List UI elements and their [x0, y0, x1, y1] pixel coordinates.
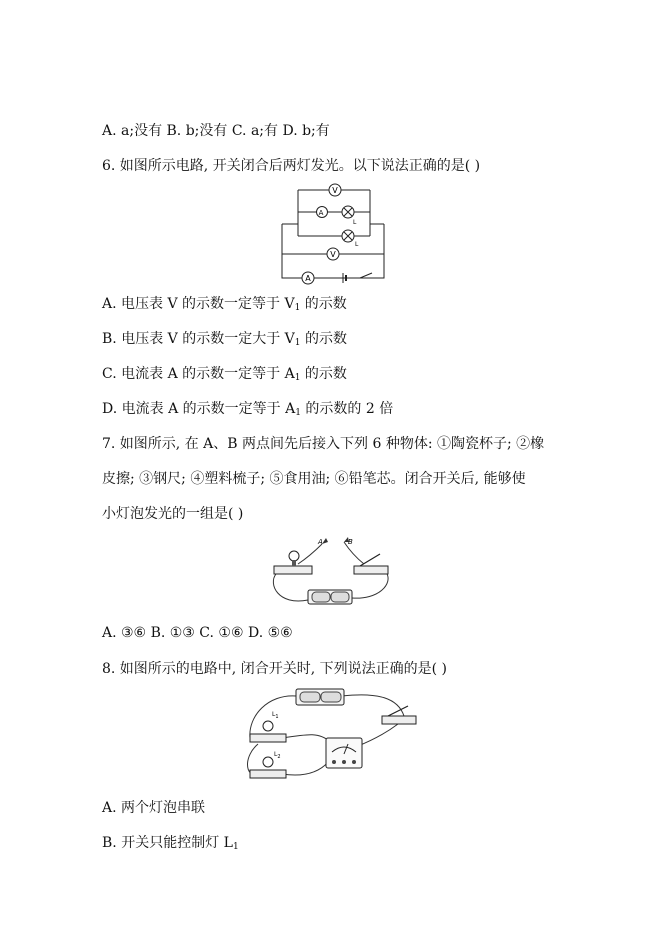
bulb-icon — [289, 551, 299, 561]
l1-label: $L_1$ — [272, 711, 279, 720]
point-b-label: B — [348, 538, 353, 546]
switch-board — [354, 566, 388, 574]
l1-label: L — [353, 219, 357, 226]
bulb-l1-icon — [263, 721, 273, 731]
q8-circuit-figure — [238, 686, 420, 790]
q6-circuit-figure — [278, 182, 388, 286]
q8-option-b: B. 开关只能控制灯 $L_1$ — [102, 835, 239, 852]
q6-option-d: D. 电流表 A 的示数一定等于 $A_1$ 的示数的 2 倍 — [102, 401, 394, 418]
a1-label: A — [318, 209, 324, 217]
lamp-l1-board — [250, 734, 286, 742]
bulb-l2-icon — [263, 757, 273, 767]
lamp-l2-board — [250, 770, 286, 778]
q7-stem-line-3: 小灯泡发光的一组是( ) — [102, 506, 244, 522]
switch-board — [382, 716, 416, 724]
q7-stem-line-2: 皮擦; ③钢尺; ④塑料梳子; ⑤食用油; ⑥铅笔芯。闭合开关后, 能够使 — [102, 471, 526, 487]
q5-options: A. a;没有 B. b;没有 C. a;有 D. b;有 — [102, 123, 330, 139]
q8-option-a: A. 两个灯泡串联 — [102, 800, 206, 816]
q7-stem-line-1: 7. 如图所示, 在 A、B 两点间先后接入下列 6 种物体: ①陶瓷杯子; ②橡 — [102, 436, 545, 452]
q6-stem: 6. 如图所示电路, 开关闭合后两灯发光。以下说法正确的是( ) — [102, 158, 481, 174]
q7-circuit-figure — [268, 536, 396, 614]
l2-label: L — [355, 241, 359, 248]
l2-label: $L_2$ — [274, 751, 281, 760]
q8-stem: 8. 如图所示的电路中, 闭合开关时, 下列说法正确的是( ) — [102, 661, 447, 677]
lamp-board — [274, 566, 312, 574]
v-label: V — [330, 250, 336, 259]
q6-option-a: A. 电压表 V 的示数一定等于 $V_1$ 的示数 — [102, 296, 347, 313]
v1-label: V — [332, 186, 338, 195]
clip-a-icon — [322, 538, 328, 544]
q6-option-c: C. 电流表 A 的示数一定等于 $A_1$ 的示数 — [102, 366, 347, 383]
a-label: A — [305, 274, 311, 283]
point-a-label: A — [318, 538, 323, 546]
q7-options: A. ③⑥ B. ①③ C. ①⑥ D. ⑤⑥ — [102, 625, 293, 641]
q6-option-b: B. 电压表 V 的示数一定大于 $V_1$ 的示数 — [102, 331, 347, 348]
